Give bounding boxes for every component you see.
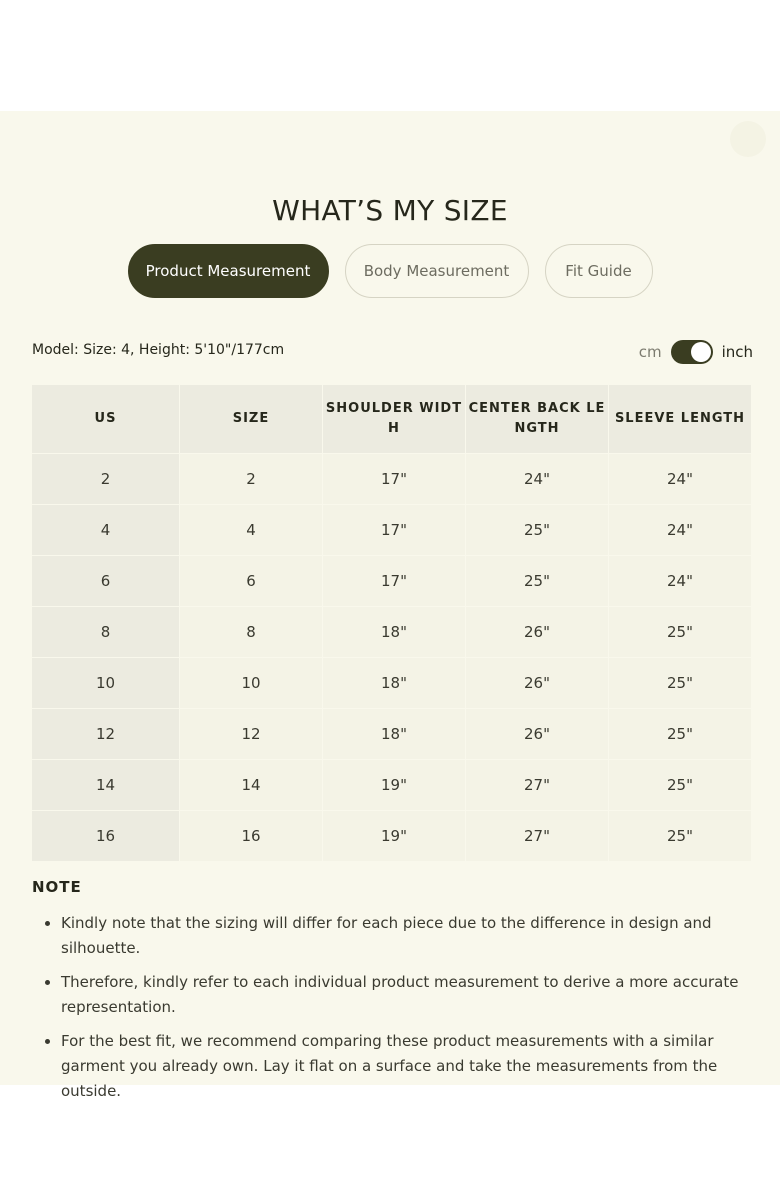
size-guide-panel [0, 111, 780, 1100]
cell-sleeve-length: 24" [609, 504, 752, 555]
cell-size: 4 [180, 504, 323, 555]
cell-sleeve-length: 25" [609, 759, 752, 810]
cell-us: 8 [32, 606, 180, 657]
header-sleeve-length: SLEEVE LENGTH [609, 385, 752, 453]
size-table [32, 385, 752, 861]
cell-center-back-length: 26" [466, 606, 609, 657]
cell-us: 4 [32, 504, 180, 555]
cell-center-back-length: 24" [466, 453, 609, 504]
cell-sleeve-length: 25" [609, 606, 752, 657]
cell-sleeve-length: 25" [609, 708, 752, 759]
cell-size: 12 [180, 708, 323, 759]
table-row [32, 810, 752, 861]
cell-size: 10 [180, 657, 323, 708]
cell-size: 16 [180, 810, 323, 861]
unit-toggle [639, 340, 753, 364]
list-item: • Therefore, kindly refer to each individual product measurement to derive a more accurate representation. [61, 970, 752, 1020]
cell-shoulder-width: 18" [323, 708, 466, 759]
header-us: US [32, 385, 180, 453]
header-center-back-length: CENTER BACK LENGTH [466, 385, 609, 453]
table-row [32, 504, 752, 555]
cell-size: 8 [180, 606, 323, 657]
tab-fit-guide[interactable]: Fit Guide [545, 244, 653, 298]
cell-shoulder-width: 18" [323, 606, 466, 657]
cell-us: 10 [32, 657, 180, 708]
tab-body-measurement[interactable]: Body Measurement [345, 244, 529, 298]
cell-center-back-length: 26" [466, 708, 609, 759]
cell-center-back-length: 26" [466, 657, 609, 708]
cell-us: 16 [32, 810, 180, 861]
table-row [32, 606, 752, 657]
cell-center-back-length: 25" [466, 555, 609, 606]
table-row [32, 555, 752, 606]
table-row [32, 453, 752, 504]
cell-size: 6 [180, 555, 323, 606]
switch-knob [691, 342, 711, 362]
tab-bar [0, 244, 780, 298]
cell-us: 14 [32, 759, 180, 810]
cell-sleeve-length: 25" [609, 657, 752, 708]
table-row [32, 759, 752, 810]
unit-label-cm[interactable]: cm [638, 343, 662, 361]
cell-us: 2 [32, 453, 180, 504]
cell-shoulder-width: 19" [323, 810, 466, 861]
table-row [32, 657, 752, 708]
cell-center-back-length: 25" [466, 504, 609, 555]
header-shoulder-width: SHOULDER WIDTH [323, 385, 466, 453]
tab-product-measurement[interactable]: Product Measurement [128, 244, 329, 298]
note-heading: NOTE [32, 878, 82, 896]
table-row [32, 708, 752, 759]
model-info: Model: Size: 4, Height: 5'10"/177cm [32, 342, 285, 358]
note-list [32, 911, 752, 1113]
cell-center-back-length: 27" [466, 759, 609, 810]
unit-label-inch[interactable]: inch [721, 343, 753, 361]
cell-center-back-length: 27" [466, 810, 609, 861]
list-item: • Kindly note that the sizing will differ for each piece due to the difference in design and silhouette. [61, 911, 752, 961]
page-title: WHAT’S MY SIZE [272, 194, 508, 228]
cell-shoulder-width: 18" [323, 657, 466, 708]
close-button[interactable] [730, 121, 766, 157]
list-item: • For the best fit, we recommend comparing these product measurements with a similar garment you already own. Lay it flat on a surface and take the measurements from the outside. [61, 1029, 752, 1104]
cell-sleeve-length: 25" [609, 810, 752, 861]
cell-us: 6 [32, 555, 180, 606]
cell-sleeve-length: 24" [609, 555, 752, 606]
cell-shoulder-width: 19" [323, 759, 466, 810]
unit-switch[interactable] [671, 340, 713, 364]
cell-size: 2 [180, 453, 323, 504]
cell-sleeve-length: 24" [609, 453, 752, 504]
cell-shoulder-width: 17" [323, 504, 466, 555]
cell-size: 14 [180, 759, 323, 810]
header-size: SIZE [180, 385, 323, 453]
cell-us: 12 [32, 708, 180, 759]
table-header-row [32, 385, 752, 453]
close-icon: ✕ [740, 128, 756, 150]
cell-shoulder-width: 17" [323, 555, 466, 606]
cell-shoulder-width: 17" [323, 453, 466, 504]
